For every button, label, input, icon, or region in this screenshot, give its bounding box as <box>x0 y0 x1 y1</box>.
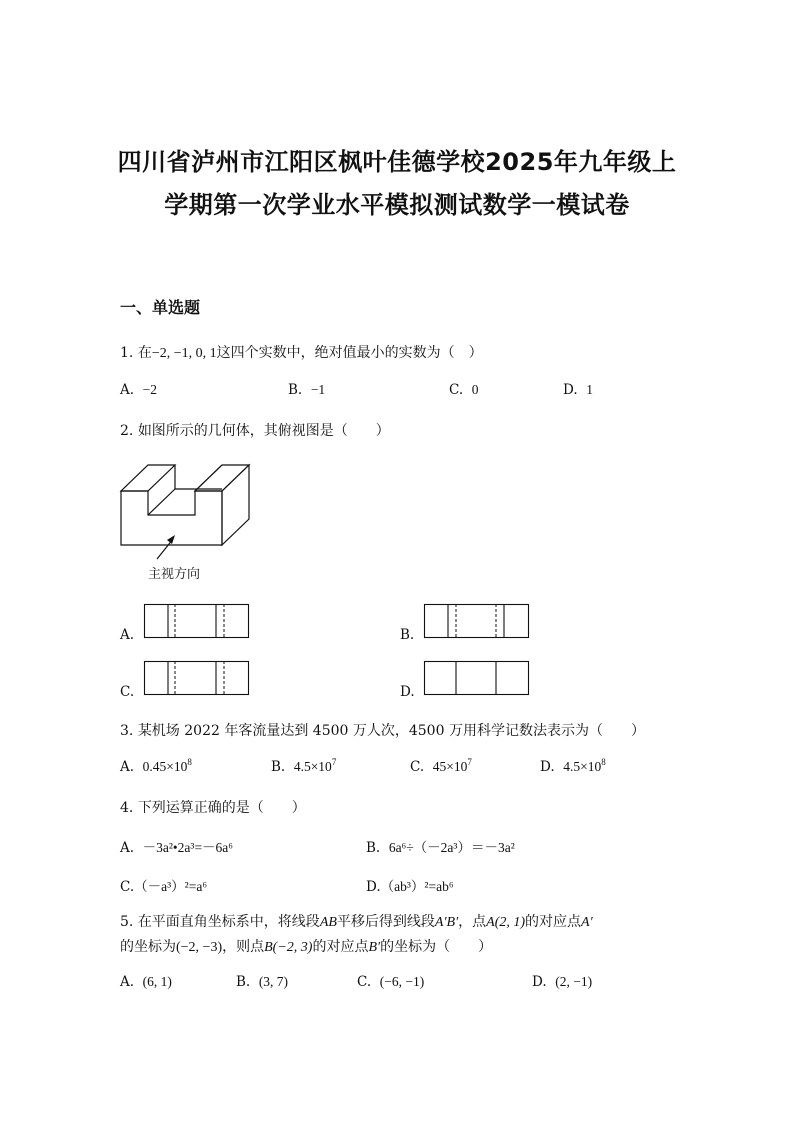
q2-option-c-label: C. <box>120 684 135 700</box>
point-b-prime: B′ <box>368 940 381 955</box>
q2-option-c-view <box>144 661 250 697</box>
q3-text: 某机场 2022 年客流量达到 4500 万人次，4500 万用科学记数法表示为（ ） <box>137 723 645 739</box>
right-top-face <box>195 465 249 491</box>
q1-option-b: B. −1 <box>288 382 326 398</box>
q2-number: 2. <box>120 423 134 439</box>
point-a: A(2, 1) <box>486 915 526 930</box>
question-2 <box>120 420 390 440</box>
coord-a-prime: (−2, −3) <box>176 940 223 955</box>
doc-title-line1: 四川省泸州市江阳区枫叶佳德学校2025年九年级上 <box>117 148 677 176</box>
question-5-line1: 5. 在平面直角坐标系中，将线段AB平移后得到线段A′B′，点A(2, 1)的对应点A′ <box>120 914 593 930</box>
left-top-face <box>121 465 175 491</box>
figure-caption: 主视方向 <box>148 567 201 582</box>
segment-a1b1: A′B′ <box>434 915 459 930</box>
q2-option-b-label: B. <box>400 627 415 643</box>
solid-figure <box>115 455 260 555</box>
q3-number: 3. <box>120 723 134 739</box>
q2-option-a-view <box>144 604 250 640</box>
q2-option-a-label: A. <box>120 627 135 643</box>
q5-number: 5. <box>120 914 134 930</box>
right-face <box>222 465 249 545</box>
q1-post: 这四个实数中，绝对值最小的实数为（ ） <box>216 345 483 361</box>
q2-text: 如图所示的几何体，其俯视图是（ ） <box>137 423 390 439</box>
question-5-line2: 的坐标为(−2, −3)，则点B(−2, 3)的对应点B′的坐标为（ ） <box>120 939 493 955</box>
q3-option-d: D. $4.5\times 10^8$ <box>540 757 606 775</box>
q5-option-b: B. (3, 7) <box>236 974 289 990</box>
q2-option-d-view <box>424 661 530 697</box>
q5-option-c: C. (−6, −1) <box>357 974 425 990</box>
q4-number: 4. <box>120 800 134 816</box>
q1-option-d: D. 1 <box>563 382 593 398</box>
q4-text: 下列运算正确的是（ ） <box>137 800 306 816</box>
q4-option-b: B. 6a⁶÷（－2a³）＝－3a² <box>366 840 515 856</box>
point-b: B(−2, 3) <box>264 940 313 955</box>
q1-pre: 在 <box>137 345 152 361</box>
q3-option-a: A. $0.45\times 10^8$ <box>120 757 192 775</box>
q1-option-a: A. −2 <box>120 382 158 398</box>
q5-option-d: D. (2, −1) <box>532 974 593 990</box>
point-a-prime: A′ <box>581 915 593 930</box>
front-face <box>121 491 222 545</box>
question-1 <box>120 342 483 362</box>
doc-title-line2: 学期第一次学业水平模拟测试数学一模试卷 <box>164 191 630 219</box>
q2-option-b-view <box>424 604 530 640</box>
question-4 <box>120 797 306 817</box>
q4-option-d: D.（ab³）²=ab⁶ <box>366 879 454 895</box>
q4-option-a: A. －3a²•2a³=－6a⁶ <box>120 840 234 856</box>
q2-option-d-label: D. <box>400 684 415 700</box>
q1-option-c: C. 0 <box>449 382 479 398</box>
q1-number: 1. <box>120 345 134 361</box>
segment-ab: AB <box>319 915 337 930</box>
section-heading: 一、单选题 <box>120 298 201 317</box>
q1-expr: −2, −1, 0, 1 <box>151 346 217 361</box>
q3-option-c: C. $45\times 10^7$ <box>410 757 472 775</box>
q3-option-b: B. $4.5\times 10^7$ <box>271 757 337 775</box>
arrow-head <box>167 535 175 544</box>
q5-option-a: A. (6, 1) <box>120 974 172 990</box>
question-3 <box>120 720 645 740</box>
q4-option-c: C.（－a³）²=a⁶ <box>120 879 208 895</box>
